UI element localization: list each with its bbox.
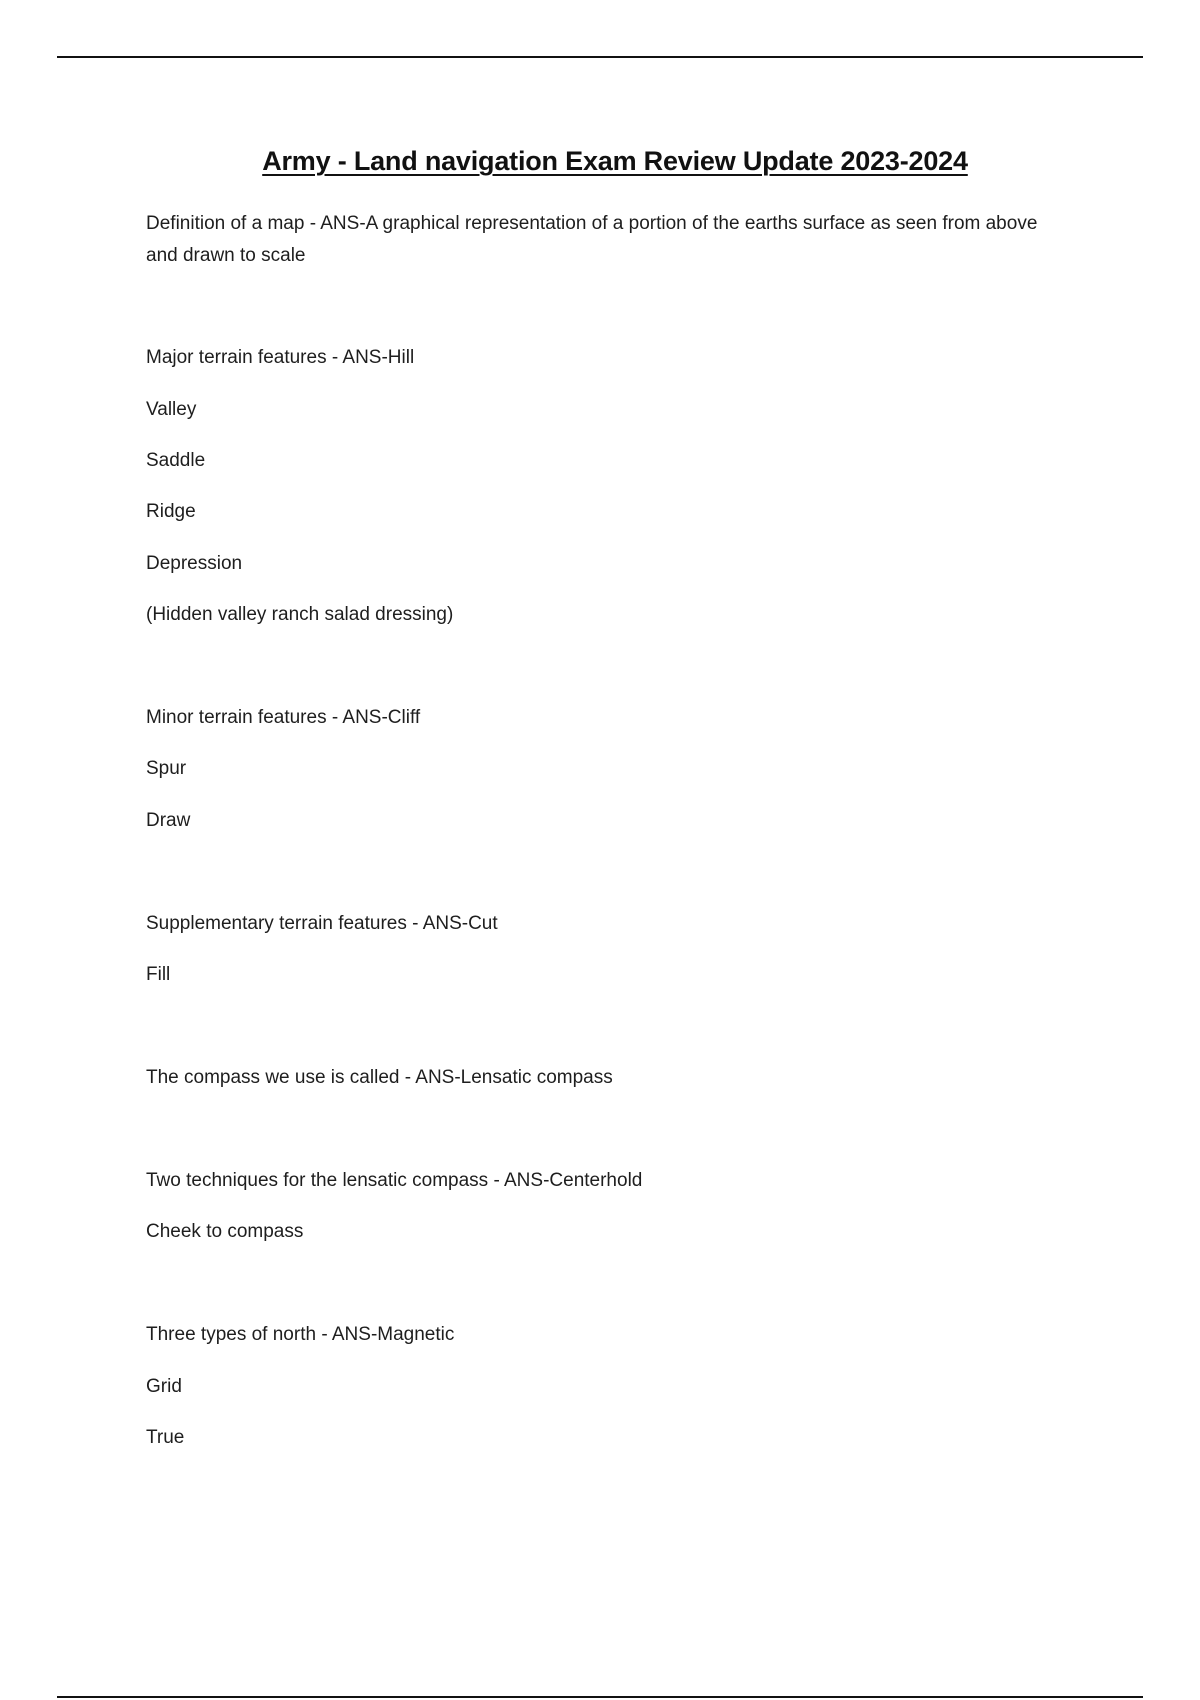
footer-rule	[57, 1696, 1143, 1698]
answer-line: (Hidden valley ranch salad dressing)	[146, 604, 454, 625]
qa-item-minor-terrain: Minor terrain features - ANS-Cliff	[146, 707, 421, 728]
answer-line: Valley	[146, 399, 197, 420]
qa-item-compass-techniques: Two techniques for the lensatic compass - ANS-Centerhold	[146, 1170, 643, 1191]
qa-item-map-definition: Definition of a map - ANS-A graphical representation of a portion of the earths surface as seen from above and drawn to scale	[146, 213, 1038, 266]
answer-line: Draw	[146, 810, 191, 831]
header-rule	[57, 56, 1143, 58]
answer-line: True	[146, 1427, 185, 1448]
answer-line: Ridge	[146, 501, 196, 522]
qa-item-types-of-north: Three types of north - ANS-Magnetic	[146, 1324, 455, 1345]
answer-line: Spur	[146, 758, 187, 779]
answer-line: Cheek to compass	[146, 1221, 304, 1242]
answer-line: Fill	[146, 964, 171, 985]
document-title: Army - Land navigation Exam Review Update 2023-2024	[262, 146, 968, 176]
answer-line: Saddle	[146, 450, 206, 471]
answer-line: Grid	[146, 1376, 182, 1397]
qa-item-supplementary-terrain: Supplementary terrain features - ANS-Cut	[146, 913, 498, 934]
answer-line: Depression	[146, 553, 243, 574]
qa-item-major-terrain: Major terrain features - ANS-Hill	[146, 347, 415, 368]
qa-item-compass-name: The compass we use is called - ANS-Lensatic compass	[146, 1067, 613, 1088]
